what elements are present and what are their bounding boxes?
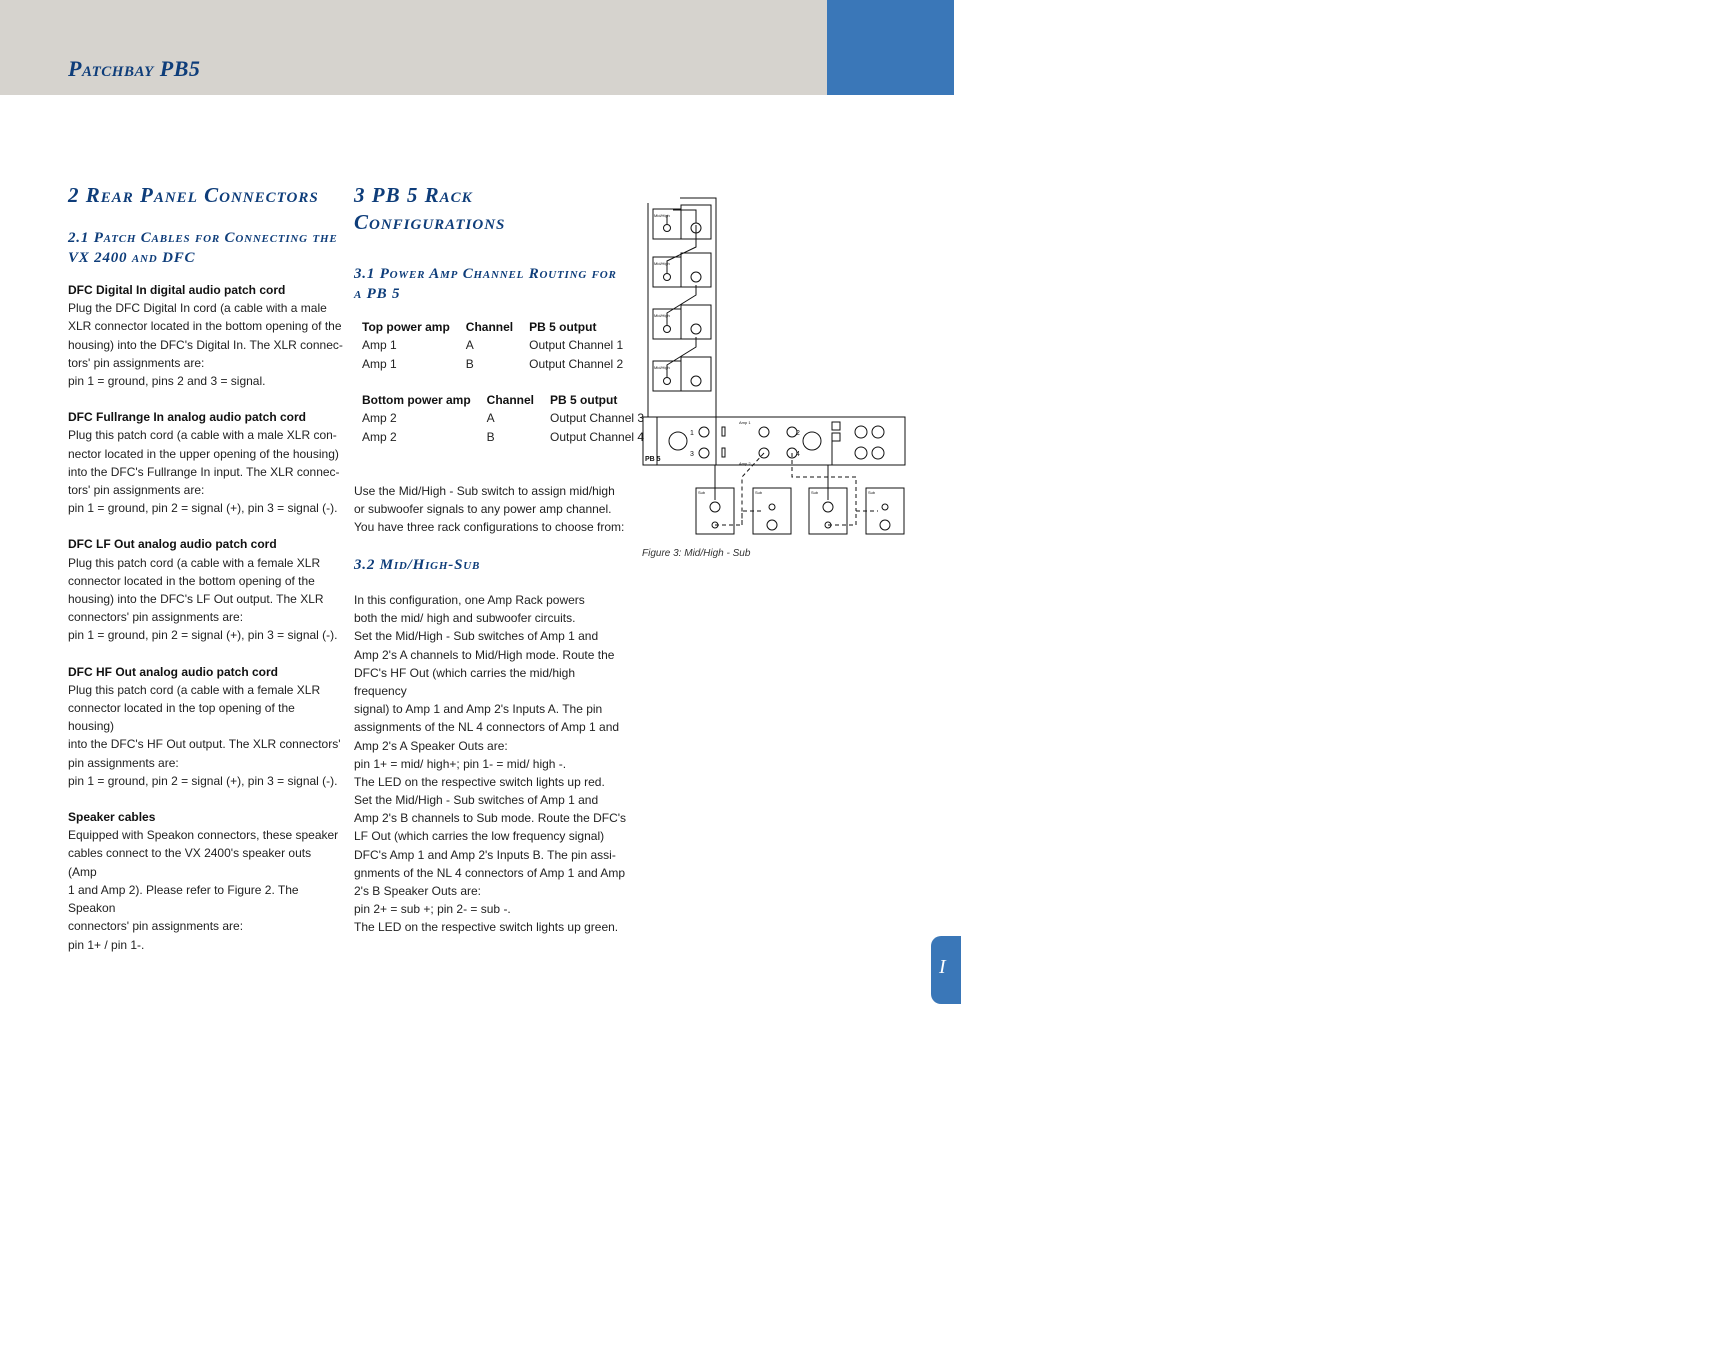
sub-paragraph xyxy=(354,791,629,937)
cable-title: DFC Fullrange In analog audio patch cord xyxy=(68,410,307,425)
table-cell: B xyxy=(486,429,495,444)
section-heading-rack-configurations: 3 PB 5 Rack Configurations xyxy=(354,183,506,234)
body-line: LF Out (which carries the low frequency signal) xyxy=(354,829,605,844)
body-line: connector located in the bottom opening of the xyxy=(68,573,315,588)
body-line: connectors' pin assignments are: xyxy=(68,919,244,934)
section-tab xyxy=(931,936,961,1004)
sub-label-1: Sub xyxy=(698,490,706,495)
page-number-tab xyxy=(827,0,1733,95)
body-line: pin 1+ = mid/ high+; pin 1- = mid/ high -. xyxy=(354,756,567,771)
body-line: connector located in the top opening of the housing) xyxy=(68,701,295,734)
mid-high-sub-figure xyxy=(638,195,910,540)
table-header-cell: Channel xyxy=(486,393,535,408)
body-line: cables connect to the VX 2400's speaker outs (Amp xyxy=(68,846,312,879)
amp1-label: Amp 1 xyxy=(739,420,751,425)
body-line: The LED on the respective switch lights up green. xyxy=(354,920,619,935)
body-line: nector located in the upper opening of the housing) xyxy=(68,446,339,461)
body-line: Plug this patch cord (a cable with a female XLR xyxy=(68,555,321,570)
body-line: housing) into the DFC's Digital In. The XLR connec- xyxy=(68,337,343,352)
body-line: pin 1+ / pin 1-. xyxy=(68,937,145,952)
body-line: pin 1 = ground, pin 2 = signal (+), pin 3 = signal (-). xyxy=(68,501,338,516)
table-header-cell: Bottom power amp xyxy=(362,393,471,408)
subsection-heading-channel-routing: 3.1 Power Amp Channel Routing for a PB 5 xyxy=(354,266,617,302)
page-number: 93 xyxy=(1713,54,1733,76)
body-line: 2's B Speaker Outs are: xyxy=(354,884,482,899)
body-line: pin 2+ = sub +; pin 2- = sub -. xyxy=(354,902,511,917)
body-line: signal) to Amp 1 and Amp 2's Inputs A. The pin xyxy=(354,702,603,717)
table-cell: Amp 1 xyxy=(362,356,397,371)
body-line: pin assignments are: xyxy=(68,755,179,770)
body-line: You have three rack configurations to choose from: xyxy=(354,520,625,535)
body-line: gnments of the NL 4 connectors of Amp 1 and Amp xyxy=(354,865,626,880)
body-line: Equipped with Speakon connectors, these speaker xyxy=(68,828,339,843)
body-line: connectors' pin assignments are: xyxy=(68,610,244,625)
amp2-label: Amp 2 xyxy=(739,461,751,466)
speaker-label-2: Mid/High xyxy=(654,261,670,266)
body-line: housing) into the DFC's LF Out output. The XLR xyxy=(68,592,324,607)
body-line: Set the Mid/High - Sub switches of Amp 1 and xyxy=(354,793,599,807)
cable-title: Speaker cables xyxy=(68,810,156,825)
figure-caption: Figure 3: Mid/High - Sub xyxy=(642,548,751,559)
body-line: tors' pin assignments are: xyxy=(68,355,205,370)
body-line: Amp 2's B channels to Sub mode. Route the DFC's xyxy=(354,811,627,826)
paragraph-gap xyxy=(68,645,343,663)
body-line: into the DFC's Fullrange In input. The XLR connec- xyxy=(68,464,340,479)
paragraph-gap xyxy=(68,517,343,535)
speaker-mid-high-1 xyxy=(653,205,711,239)
table-cell: A xyxy=(486,411,495,426)
body-line: 1 and Amp 2). Please refer to Figure 2. The Speakon xyxy=(68,882,299,916)
body-line: Plug this patch cord (a cable with a female XLR xyxy=(68,682,321,697)
body-line: both the mid/ high and subwoofer circuits. xyxy=(354,611,576,626)
table-cell: Output Channel 2 xyxy=(529,356,624,371)
channel-number-3: 3 xyxy=(690,451,694,458)
speaker-mid-high-4 xyxy=(653,337,711,391)
pb5-label: PB 5 xyxy=(645,456,661,463)
body-line: Amp 2's A channels to Mid/High mode. Route the xyxy=(354,647,615,662)
table-header-cell: Top power amp xyxy=(362,320,450,335)
left-column-text xyxy=(68,281,343,954)
body-line: Plug this patch cord (a cable with a male XLR con- xyxy=(68,428,337,443)
body-line: Use the Mid/High - Sub switch to assign mid/high xyxy=(354,484,615,498)
body-line: In this configuration, one Amp Rack powers xyxy=(354,593,585,607)
table-row xyxy=(354,409,652,427)
table-cell: B xyxy=(465,356,474,371)
table-header-cell: PB 5 output xyxy=(550,393,618,408)
table-cell: Amp 1 xyxy=(362,338,397,353)
body-line: Amp 2's A Speaker Outs are: xyxy=(354,738,508,753)
section-tab-mark: I xyxy=(939,956,946,978)
sub-label-4: Sub xyxy=(868,490,876,495)
table-cell: Output Channel 1 xyxy=(529,338,624,353)
table-cell: Amp 2 xyxy=(362,429,397,444)
speaker-label-1: Mid/High xyxy=(654,213,670,218)
cable-title: DFC HF Out analog audio patch cord xyxy=(68,664,278,679)
header-bar xyxy=(0,0,827,95)
body-line: pin 1 = ground, pins 2 and 3 = signal. xyxy=(68,374,266,389)
body-line: into the DFC's HF Out output. The XLR connectors' xyxy=(68,737,341,752)
body-line: Set the Mid/High - Sub switches of Amp 1 and xyxy=(354,629,599,644)
paragraph-gap xyxy=(68,790,343,808)
body-line: or subwoofer signals to any power amp channel. xyxy=(354,502,612,517)
table-header-cell: Channel xyxy=(465,320,514,335)
table-header-cell: PB 5 output xyxy=(529,320,597,335)
section-heading-rear-panel: 2 Rear Panel Connectors xyxy=(68,183,319,207)
page-title: Patchbay PB5 xyxy=(68,56,201,81)
mid-high-paragraph xyxy=(354,591,629,791)
table-row xyxy=(354,355,631,373)
bottom-amp-routing-table xyxy=(354,391,652,446)
subsection-heading-patch-cables: 2.1 Patch Cables for Connecting the VX 2400 and DFC xyxy=(68,230,338,266)
body-line: pin 1 = ground, pin 2 = signal (+), pin 3 = signal (-). xyxy=(68,628,338,643)
speaker-label-3: Mid/High xyxy=(654,313,670,318)
sub-label-2: Sub xyxy=(755,490,763,495)
table-row xyxy=(354,336,631,354)
table-header-row xyxy=(354,391,652,409)
cable-title: DFC LF Out analog audio patch cord xyxy=(68,537,277,552)
top-amp-routing-table xyxy=(354,318,631,373)
pb5-panel xyxy=(643,417,905,465)
sub-label-3: Sub xyxy=(811,490,819,495)
body-line: The LED on the respective switch lights up red. xyxy=(354,775,605,790)
table-row xyxy=(354,428,652,446)
table-cell: Amp 2 xyxy=(362,411,397,426)
body-line: DFC's HF Out (which carries the mid/high frequency xyxy=(354,665,576,699)
table-header-row xyxy=(354,318,631,336)
channel-number-2: 2 xyxy=(796,430,800,437)
body-line: Plug the DFC Digital In cord (a cable with a male xyxy=(68,301,327,316)
paragraph-gap xyxy=(68,390,343,408)
speaker-mid-high-2 xyxy=(653,225,711,287)
channel-number-4: 4 xyxy=(796,451,800,458)
cable-title: DFC Digital In digital audio patch cord xyxy=(68,283,286,297)
body-line: DFC's Amp 1 and Amp 2's Inputs B. The pin assi- xyxy=(354,847,616,862)
table-cell: Output Channel 4 xyxy=(550,429,645,444)
table-cell: Output Channel 3 xyxy=(550,411,645,426)
table-cell: A xyxy=(465,338,474,353)
speaker-mid-high-3 xyxy=(653,285,711,339)
body-line: tors' pin assignments are: xyxy=(68,483,205,498)
intro-paragraph xyxy=(354,482,629,537)
body-line: pin 1 = ground, pin 2 = signal (+), pin 3 = signal (-). xyxy=(68,773,338,788)
subsection-heading-mid-high-sub: 3.2 Mid/High-Sub xyxy=(354,557,481,573)
body-line: assignments of the NL 4 connectors of Amp 1 and xyxy=(354,720,620,735)
body-line: XLR connector located in the bottom opening of the xyxy=(68,319,342,334)
speaker-label-4: Mid/High xyxy=(654,365,670,370)
channel-number-1: 1 xyxy=(690,430,694,437)
